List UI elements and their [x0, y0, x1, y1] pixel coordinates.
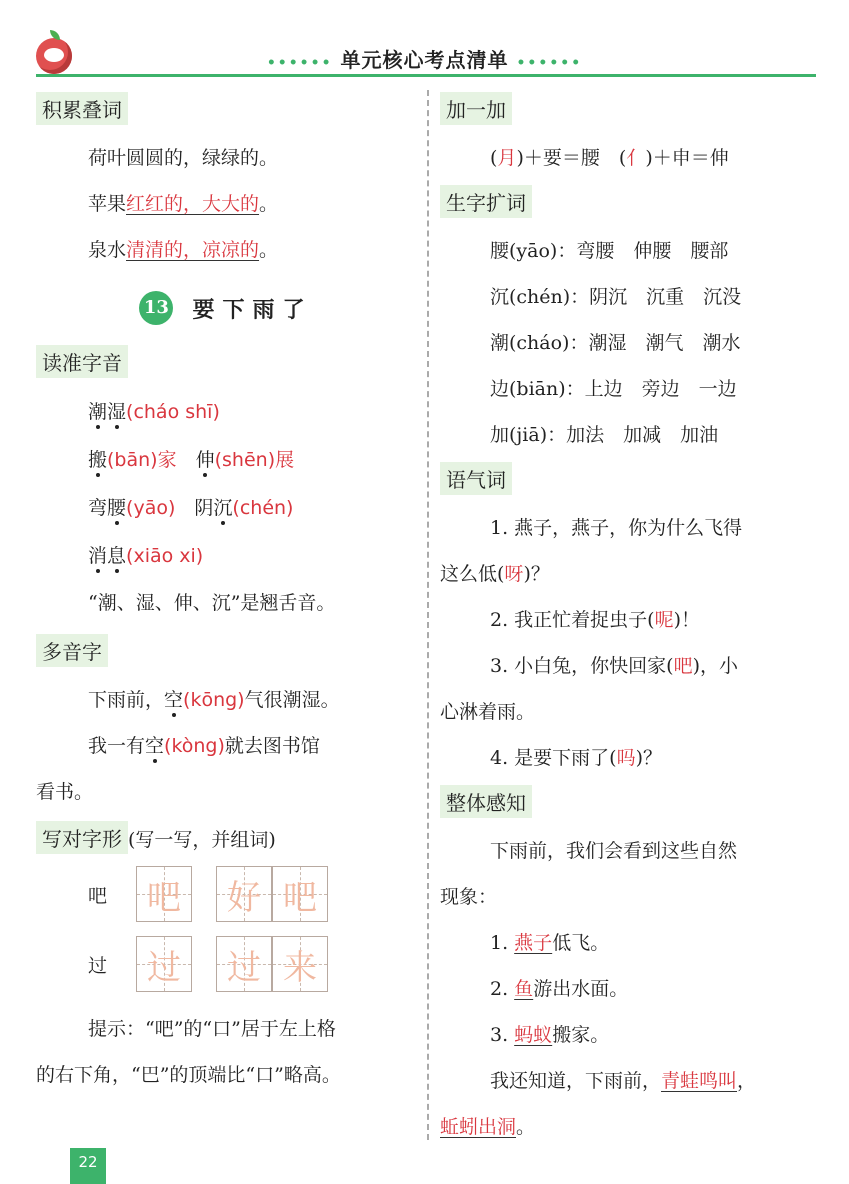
text-line: 蚯蚓出洞。 — [440, 1116, 536, 1138]
text-line: 1. 燕子低飞。 — [490, 932, 610, 954]
text-line: 潮(cháo)：潮湿 潮气 潮水 — [490, 332, 741, 354]
section-tag: 语气词 — [440, 462, 512, 495]
header-divider — [36, 74, 816, 77]
text-line: (月)＋要＝腰 (亻)＋申＝伸 — [490, 147, 729, 169]
lesson-heading — [36, 291, 416, 325]
tip-line: 的右下角，“巴”的顶端比“口”略高。 — [36, 1064, 341, 1086]
text-line: 3. 小白兔，你快回家(吧)，小 — [490, 655, 739, 677]
page-header — [0, 0, 849, 80]
writing-grid-row: 吧 吧 好 吧 — [88, 866, 416, 922]
section-tag: 写对字形 — [36, 821, 128, 854]
section-tag: 积累叠词 — [36, 92, 128, 125]
text-line: 4. 是要下雨了(吗)？ — [490, 747, 663, 769]
text-line: 沉(chén)：阴沉 沉重 沉没 — [490, 286, 742, 308]
text-line: 看书。 — [36, 781, 94, 803]
text-line: 这么低(呀)？ — [440, 563, 550, 585]
writing-cell: 吧 — [272, 866, 328, 922]
writing-cell: 过 — [216, 936, 272, 992]
text-line: 腰(yāo)：弯腰 伸腰 腰部 — [490, 240, 729, 262]
text-line: 加(jiā)：加法 加减 加油 — [490, 424, 719, 446]
section-tag: 多音字 — [36, 634, 108, 667]
text-line: 2. 鱼游出水面。 — [490, 978, 629, 1000]
text-line: 我还知道，下雨前，青蛙鸣叫， — [490, 1070, 757, 1092]
text-line: “潮、湿、伸、沉”是翘舌音。 — [88, 592, 336, 614]
text-line: 泉水清清的，凉凉的。 — [88, 239, 279, 261]
text-line: 弯腰(yāo) 阴沉(chén) — [88, 497, 294, 519]
text-line: 边(biān)：上边 旁边 一边 — [490, 378, 737, 400]
text-line: 潮湿(cháo shī) — [88, 401, 220, 423]
header-title: •••••• 单元核心考点清单 •••••• — [266, 48, 583, 72]
text-line: 3. 蚂蚁搬家。 — [490, 1024, 610, 1046]
page-number: 22 — [70, 1148, 106, 1184]
writing-cell: 好 — [216, 866, 272, 922]
text-line: 下雨前，空(kōng)气很潮湿。 — [88, 689, 340, 711]
lesson-title: 要下雨了 — [192, 296, 313, 323]
writing-cell: 过 — [136, 936, 192, 992]
writing-grid-row: 过 过 过 来 — [88, 936, 416, 992]
text-line: 荷叶圆圆的，绿绿的。 — [88, 147, 279, 169]
section-tag: 整体感知 — [440, 785, 532, 818]
writing-cell: 来 — [272, 936, 328, 992]
text-line: 2. 我正忙着捉虫子(呢)！ — [490, 609, 701, 631]
section-tag: 加一加 — [440, 92, 512, 125]
text-line: 1. 燕子，燕子，你为什么飞得 — [490, 517, 743, 539]
section-heading-line: 写对字形 (写一写，并组词) — [36, 821, 416, 854]
section-tag: 读准字音 — [36, 345, 128, 378]
column-divider — [427, 90, 429, 1140]
left-column — [36, 92, 416, 1098]
writing-cell: 吧 — [136, 866, 192, 922]
tip-line: 提示：“吧”的“口”居于左上格 — [88, 1018, 336, 1040]
text-line: 搬(bān)家 伸(shēn)展 — [88, 449, 295, 471]
right-column — [440, 92, 820, 1150]
lesson-number-badge: 13 — [139, 291, 173, 325]
text-line: 消息(xiāo xi) — [88, 545, 204, 567]
text-line: 下雨前，我们会看到这些自然 — [490, 840, 738, 862]
text-line: 现象： — [440, 886, 498, 908]
section-tag: 生字扩词 — [440, 185, 532, 218]
text-line: 苹果红红的，大大的。 — [88, 193, 279, 215]
text-line: 我一有空(kòng)就去图书馆 — [88, 735, 320, 757]
text-line: 心淋着雨。 — [440, 701, 536, 723]
